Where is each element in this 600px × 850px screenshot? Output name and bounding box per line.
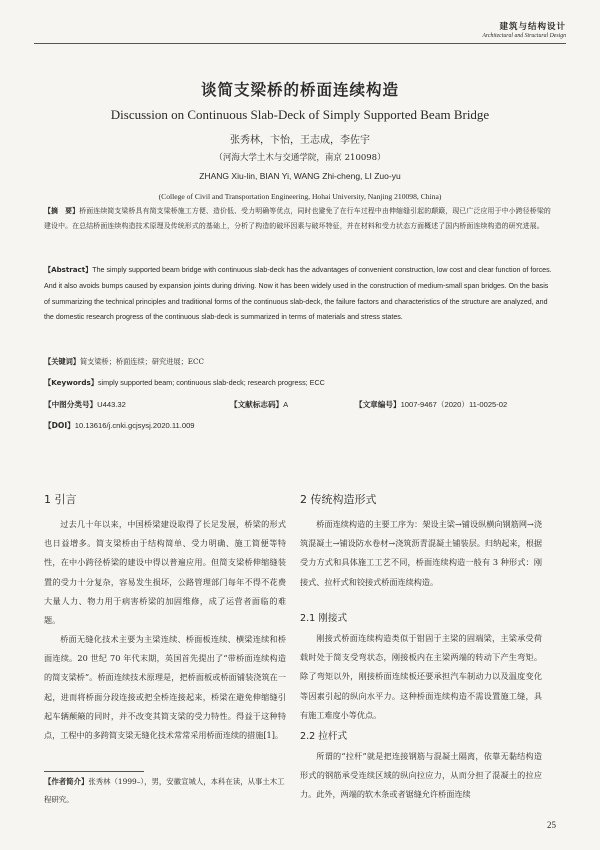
affiliation-english: (College of Civil and Transportation Engineering, Hohai University, Nanjing 210098, China) [158, 192, 442, 201]
abstract-en-text: The simply supported beam bridge with continuous slab-deck has the advantages of convenient construction, low cost and clear function of forces. And it also avoids bumps caused by expansion joints during driving. Now it has been widely used in the construction of medium-small span bridges. On the basis of summarizing the technical principles and traditional forms of the continuous slab-deck, the failure factors and characteristics of the structure are analyzed, and the domestic research progress of the continuous slab-deck is summarized in terms of materials and stress states. [44, 266, 552, 322]
section-1-heading: 1 引言 [44, 493, 77, 506]
abstract-cn-label: 【摘 要】 [44, 207, 80, 215]
footnote-text: 张秀林（1999–），男，安徽宣城人，本科在读，从事土木工程研究。 [44, 777, 285, 804]
keywords-cn-text: 简支梁桥；桥面连续；研究进展；ECC [79, 357, 205, 366]
authors-english: ZHANG Xiu-lin, BIAN Yi, WANG Zhi-cheng, LI Zuo-yu [199, 171, 401, 181]
header-section-en: Architectural and Structural Design [482, 33, 566, 39]
abstract-en-label: 【Abstract】 [44, 265, 93, 274]
section-2-paragraph: 桥面连续构造的主要工序为：架设主梁→铺设纵横向钢筋网→浇筑混凝土→铺设防水卷材→浇筑沥青混凝土铺装层。归纳起来，根据受力方式和具体施工工艺不同，桥面连续构造一般有 3 种形式：刚接式、拉杆式和铰接式桥面连续构造。 [300, 519, 542, 587]
doc-value: A [283, 400, 289, 409]
header-section-cn: 建筑与结构设计 [499, 22, 566, 32]
title-chinese: 谈简支梁桥的桥面连续构造 [200, 81, 399, 99]
running-header [482, 20, 566, 39]
clc-value: U443.32 [97, 400, 126, 409]
section-2-heading: 2 传统构造形式 [300, 493, 377, 506]
subsection-2-1-heading: 2.1 刚接式 [300, 613, 348, 624]
intro-paragraph-2: 桥面无缝化技术主要为主梁连续、桥面板连续、横梁连续和桥面连续。20 世纪 70 年代末期，英国首先提出了“带桥面连续构造的简支梁桥”。桥面连续技术原理是，把桥面板或桥面铺装浇筑在一起，进而将桥面分段连接或把全桥连接起来，桥梁在避免伸缩缝引起车辆颠簸的同时，并不改变其简支梁的受力特性。得益于这种特点，工程中的多跨简支梁无缝化技术常常采用桥面连续的措施[1]。 [44, 634, 286, 741]
keywords-en-label: 【Keywords】 [44, 378, 98, 387]
document-code [230, 399, 288, 410]
keywords-cn-label: 【关键词】 [44, 357, 80, 366]
clc-label: 【中图分类号】 [44, 400, 98, 409]
doi-label: 【DOI】 [44, 421, 75, 430]
subsection-2-1-paragraph: 刚接式桥面连续构造类似于钳固于主梁的固端梁，主梁承受荷载时处于简支受弯状态，刚接板内在主梁两端的转动下产生弯矩。除了弯矩以外，刚接桥面连续板还要承担汽车制动力以及温度变化等因素引起的纵向水平力。这种桥面连续构造不需设置施工缝，具有施工难度小等优点。 [300, 633, 542, 720]
affiliation-chinese: （河海大学土木与交通学院，南京 210098） [214, 153, 386, 163]
clc-number [44, 399, 126, 410]
abstract-chinese [44, 204, 554, 234]
doi-value: 10.13616/j.cnki.gcjsysj.2020.11.009 [74, 421, 195, 430]
subsection-2-2-heading: 2.2 拉杆式 [300, 731, 348, 742]
article-label: 【文章编号】 [355, 400, 401, 409]
authors-chinese: 张秀林，卞怡，王志成，李佐宇 [230, 135, 370, 146]
keywords-chinese [44, 357, 204, 367]
article-value: 1007-9467（2020）11-0025-02 [400, 400, 508, 409]
header-rule [34, 43, 566, 44]
doi-line [44, 420, 195, 431]
footnote-rule [44, 771, 144, 772]
article-number [355, 399, 507, 410]
author-footnote [44, 773, 288, 809]
keywords-en-text: simply supported beam; continuous slab-deck; research progress; ECC [97, 378, 325, 387]
abstract-english [44, 262, 554, 326]
abstract-cn-text: 桥面连续简支梁桥具有简支梁桥施工方便、造价低、受力明确等优点，同时也避免了在行车过程中由伸缩缝引起的颠簸，现已广泛应用于中小跨径桥梁的建设中。在总结桥面连续构造技术原理及传统形式的基础上，分析了构造的破坏因素与破坏特征，并在材料和受力状态方面概述了国内桥面连续构造的研究进展。 [44, 207, 551, 231]
keywords-english [44, 378, 325, 388]
title-english: Discussion on Continuous Slab-Deck of Simply Supported Beam Bridge [110, 107, 490, 122]
subsection-2-2-paragraph: 所谓的“拉杆”就是把连接钢筋与混凝土隔离，依靠无黏结构造形式的钢筋承受连续区域的纵向拉应力，从而分担了混凝土的拉应力。此外，两端的软木条或者锯缝允许桥面连续 [300, 751, 542, 800]
footnote-label: 【作者简介】 [44, 777, 89, 786]
page-number: 25 [547, 820, 556, 830]
doc-label: 【文献标志码】 [230, 400, 284, 409]
intro-paragraph-1: 过去几十年以来，中国桥梁建设取得了长足发展，桥梁的形式也日益增多。简支梁桥由于结构简单、受力明确、施工简便等特性，在中小跨径桥梁的建设中得以普遍应用。但简支梁桥伸缩缝装置的受力十分复杂，容易发生损坏，公路管理部门每年不得不花费大量人力、物力用于病害桥梁的加固维修，成了运营者面临的难题。 [44, 519, 286, 626]
